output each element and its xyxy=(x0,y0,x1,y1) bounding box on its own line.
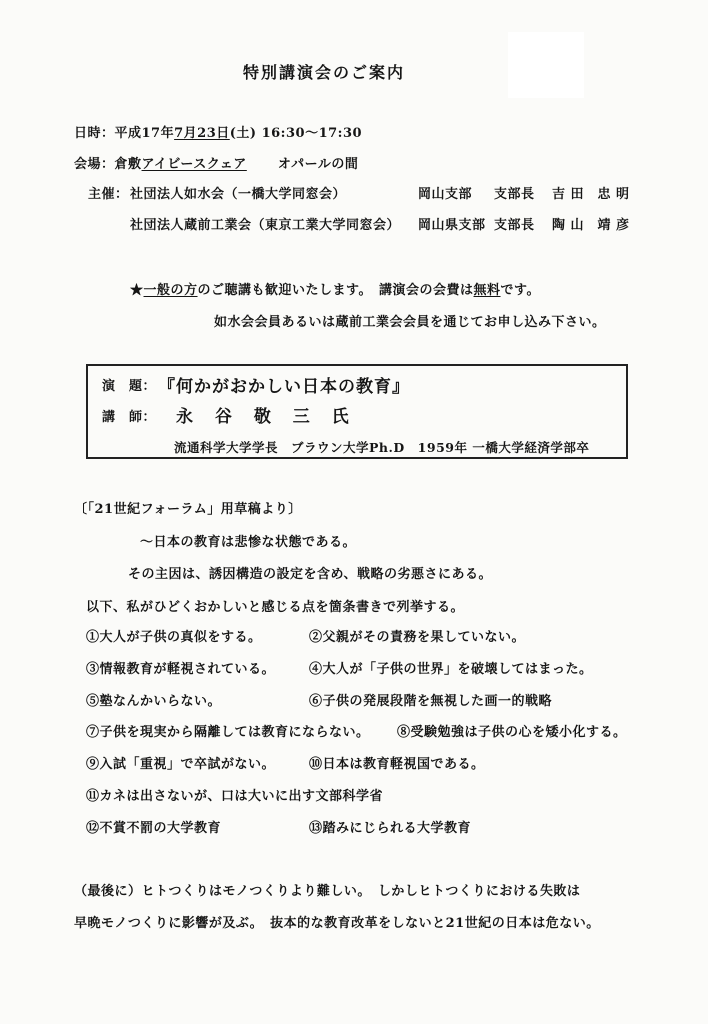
notice-line-1 xyxy=(130,279,540,298)
list-item: ⑨入試「重視」で卒試がない。 xyxy=(86,757,276,772)
organizer-org-1: 社団法人如水会（一橋大学同窓会） xyxy=(130,187,347,202)
venue-line xyxy=(74,153,358,172)
venue-label: 会場： xyxy=(74,157,115,172)
datetime-line xyxy=(74,122,362,141)
organizer-org-2: 社団法人蔵前工業会（東京工業大学同窓会） xyxy=(130,218,401,233)
closing-line-1: （最後に）ヒトつくりはモノつくりより難しい。 しかしヒトつくりにおける失敗は xyxy=(74,884,581,899)
venue-room: オパールの間 xyxy=(277,157,359,172)
lecture-speaker: 永 谷 敬 三 氏 xyxy=(176,407,357,427)
datetime-date: 7月23日 xyxy=(174,126,230,141)
body-paragraph-3: 以下、私がひどくおかしいと感じる点を箇条書きで列挙する。 xyxy=(86,600,465,615)
page-title: 特別講演会のご案内 xyxy=(243,63,406,82)
list-item: ⑫不賞不罰の大学教育 xyxy=(86,821,222,836)
list-item: ⑪カネは出さないが、口は大いに出す文部科学省 xyxy=(86,789,384,804)
redacted-area xyxy=(508,32,584,98)
speaker-profile: 流通科学大学学長 ブラウン大学Ph.D 1959年 一橋大学経済学部卒 xyxy=(174,440,590,455)
list-item: ⑧受験勉強は子供の心を矮小化する。 xyxy=(397,725,627,740)
venue-building: アイビースクェア xyxy=(141,157,247,172)
datetime-label: 日時： xyxy=(74,126,115,141)
organizer-role-1: 支部長 xyxy=(494,187,535,202)
notice-general: 一般の方 xyxy=(143,283,198,298)
notice-end: です。 xyxy=(500,283,540,298)
organizer-name-1: 吉 田 忠 明 xyxy=(552,187,630,202)
notice-line-2: 如水会会員あるいは蔵前工業会会員を通じてお申し込み下さい。 xyxy=(214,315,606,330)
topic-label: 演 題： xyxy=(102,379,157,394)
datetime-weekday: (土) xyxy=(229,126,257,141)
list-item: ⑤塾なんかいらない。 xyxy=(86,694,222,709)
list-item: ⑥子供の発展段階を無視した画一的戦略 xyxy=(309,694,553,709)
list-item: ⑩日本は教育軽視国である。 xyxy=(309,757,485,772)
closing-line-2: 早晩モノつくりに影響が及ぶ。 抜本的な教育改革をしないと21世紀の日本は危ない。 xyxy=(74,916,600,931)
organizer-role-2: 支部長 xyxy=(494,218,535,233)
datetime-time: 16:30～17:30 xyxy=(261,126,363,141)
notice-free: 無料 xyxy=(473,283,501,298)
list-item: ⑦子供を現実から隔離しては教育にならない。 xyxy=(86,725,370,740)
datetime-era: 平成17年 xyxy=(114,126,175,141)
list-item: ⑬踏みにじられる大学教育 xyxy=(309,821,472,836)
lecture-topic: 『何かがおかしい日本の教育』 xyxy=(158,377,410,397)
star-icon: ★ xyxy=(130,283,144,298)
organizer-branch-1: 岡山支部 xyxy=(418,187,473,202)
speaker-label: 講 師： xyxy=(102,410,157,425)
body-paragraph-2: その主因は、誘因構造の設定を含め、戦略の劣悪さにある。 xyxy=(128,567,492,582)
list-item: ①大人が子供の真似をする。 xyxy=(86,630,262,645)
venue-city: 倉敷 xyxy=(114,157,142,172)
organizer-branch-2: 岡山県支部 xyxy=(418,218,486,233)
organizer-label: 主催： xyxy=(88,187,129,202)
list-item: ②父親がその責務を果していない。 xyxy=(309,630,526,645)
organizer-name-2: 陶 山 靖 彦 xyxy=(552,218,630,233)
lecture-box xyxy=(86,364,628,459)
list-item: ④大人が「子供の世界」を破壊してはまった。 xyxy=(309,662,593,677)
body-paragraph-1: ～日本の教育は悲惨な状態である。 xyxy=(140,535,357,550)
list-item: ③情報教育が軽視されている。 xyxy=(86,662,276,677)
notice-mid: のご聴講も歓迎いたします。 講演会の会費は xyxy=(197,283,474,298)
source-note: 〔「21世紀フォーラム」用草稿より〕 xyxy=(74,502,302,517)
